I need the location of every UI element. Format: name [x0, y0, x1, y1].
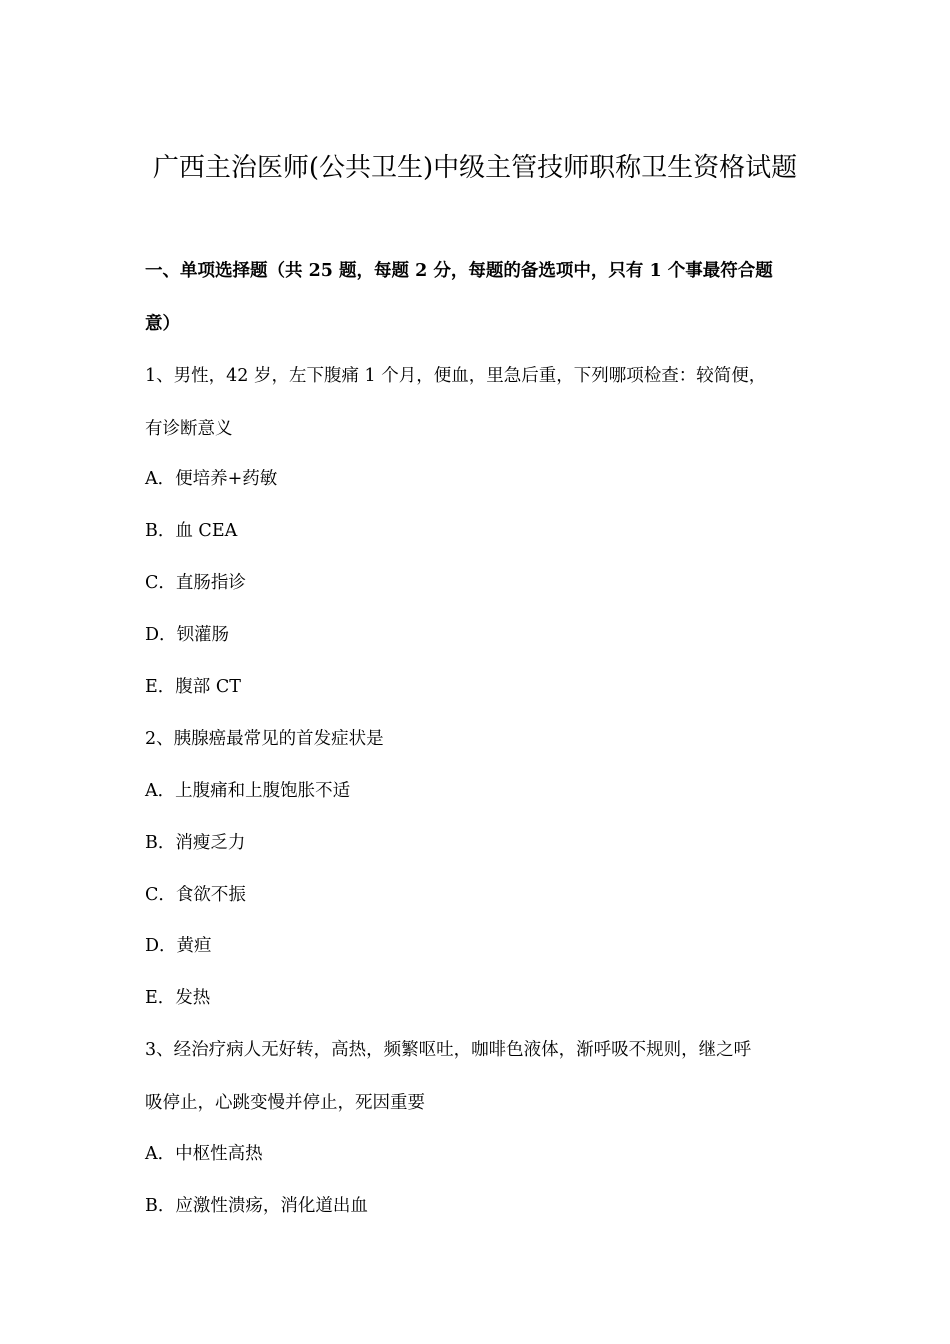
question-2-option-c: C．食欲不振	[145, 885, 246, 905]
question-3-option-a: A．中枢性高热	[145, 1144, 263, 1164]
question-1-option-d: D．钡灌肠	[145, 625, 230, 645]
document-title: 广西主治医师(公共卫生)中级主管技师职称卫生资格试题	[152, 153, 798, 183]
question-1-stem-line-1: 1、男性，42 岁，左下腹痛 1 个月，便血，里急后重，下列哪项检查：较简便，	[145, 366, 767, 386]
question-3-stem-line-1: 3、经治疗病人无好转，高热，频繁呕吐，咖啡色液体，渐呼吸不规则，继之呼	[145, 1040, 752, 1060]
question-2-stem-line-1: 2、胰腺癌最常见的首发症状是	[145, 729, 384, 749]
question-1-option-a: A．便培养+药敏	[145, 469, 278, 489]
section-heading-line-1: 一、单项选择题（共 25 题，每题 2 分，每题的备选项中，只有 1 个事最符合题	[145, 261, 773, 281]
question-3-stem-line-2: 吸停止，心跳变慢并停止，死因重要	[145, 1093, 425, 1113]
question-1-option-e: E．腹部 CT	[145, 677, 241, 697]
question-2-option-b: B．消瘦乏力	[145, 833, 246, 853]
section-heading-line-2: 意）	[145, 314, 180, 334]
question-3-option-b: B．应激性溃疡，消化道出血	[145, 1196, 368, 1216]
question-1-stem-line-2: 有诊断意义	[145, 419, 233, 439]
question-1-option-b: B．血 CEA	[145, 521, 238, 541]
question-1-option-c: C．直肠指诊	[145, 573, 246, 593]
question-2-option-d: D．黄疸	[145, 936, 212, 956]
question-2-option-e: E．发热	[145, 988, 211, 1008]
question-2-option-a: A．上腹痛和上腹饱胀不适	[145, 781, 351, 801]
